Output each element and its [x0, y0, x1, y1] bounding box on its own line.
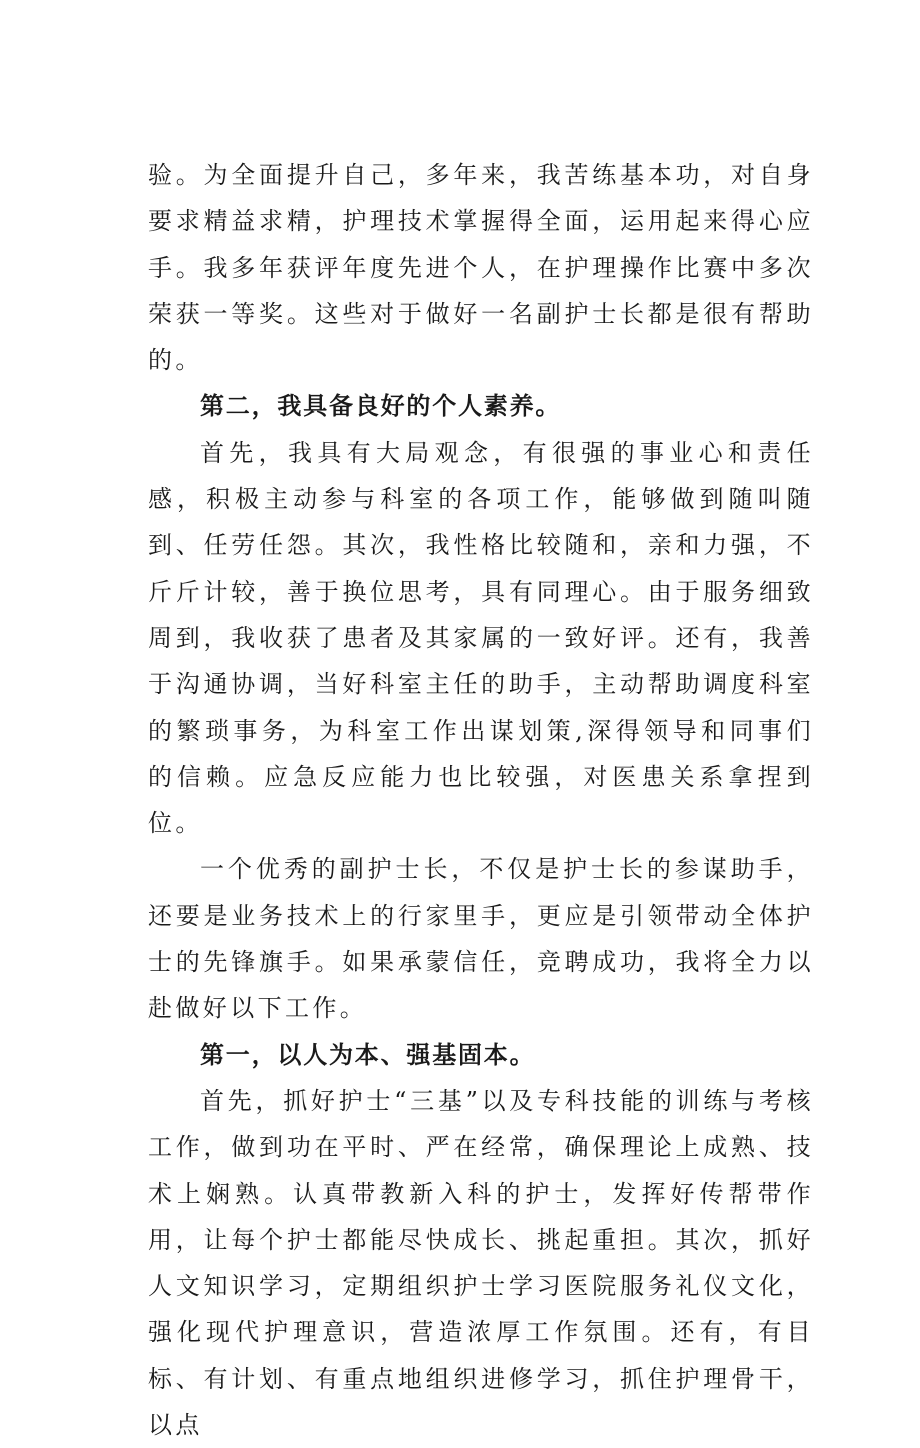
body-paragraph: 一个优秀的副护士长，不仅是护士长的参谋助手，还要是业务技术上的行家里手，更应是引领带动全体护士的先锋旗手。如果承蒙信任，竞聘成功，我将全力以赴做好以下工作。: [148, 855, 814, 1023]
document-body: [148, 152, 814, 1448]
section-heading: 第一，以人为本、强基固本。: [200, 1040, 536, 1069]
body-paragraph: 验。为全面提升自己，多年来，我苦练基本功，对自身要求精益求精，护理技术掌握得全面，运用起来得心应手。我多年获评年度先进个人，在护理操作比赛中多次荣获一等奖。这些对于做好一名副护士长都是很有帮助的。: [148, 161, 814, 375]
body-paragraph: 首先，我具有大局观念，有很强的事业心和责任感，积极主动参与科室的各项工作，能够做到随叫随到、任劳任怨。其次，我性格比较随和，亲和力强，不斤斤计较，善于换位思考，具有同理心。由于服务细致周到，我收获了患者及其家属的一致好评。还有，我善于沟通协调，当好科室主任的助手，主动帮助调度科室的繁琐事务，为科室工作出谋划策,深得领导和同事们的信赖。应急反应能力也比较强，对医患关系拿捏到位。: [148, 438, 814, 838]
body-paragraph: 首先，抓好护士“三基”以及专科技能的训练与考核工作，做到功在平时、严在经常，确保理论上成熟、技术上娴熟。认真带教新入科的护士，发挥好传帮带作用，让每个护士都能尽快成长、挑起重担。其次，抓好人文知识学习，定期组织护士学习医院服务礼仪文化，强化现代护理意识，营造浓厚工作氛围。还有，有目标、有计划、有重点地组织进修学习，抓住护理骨干，以点: [148, 1086, 814, 1440]
section-heading: 第二，我具备良好的个人素养。: [200, 392, 562, 421]
